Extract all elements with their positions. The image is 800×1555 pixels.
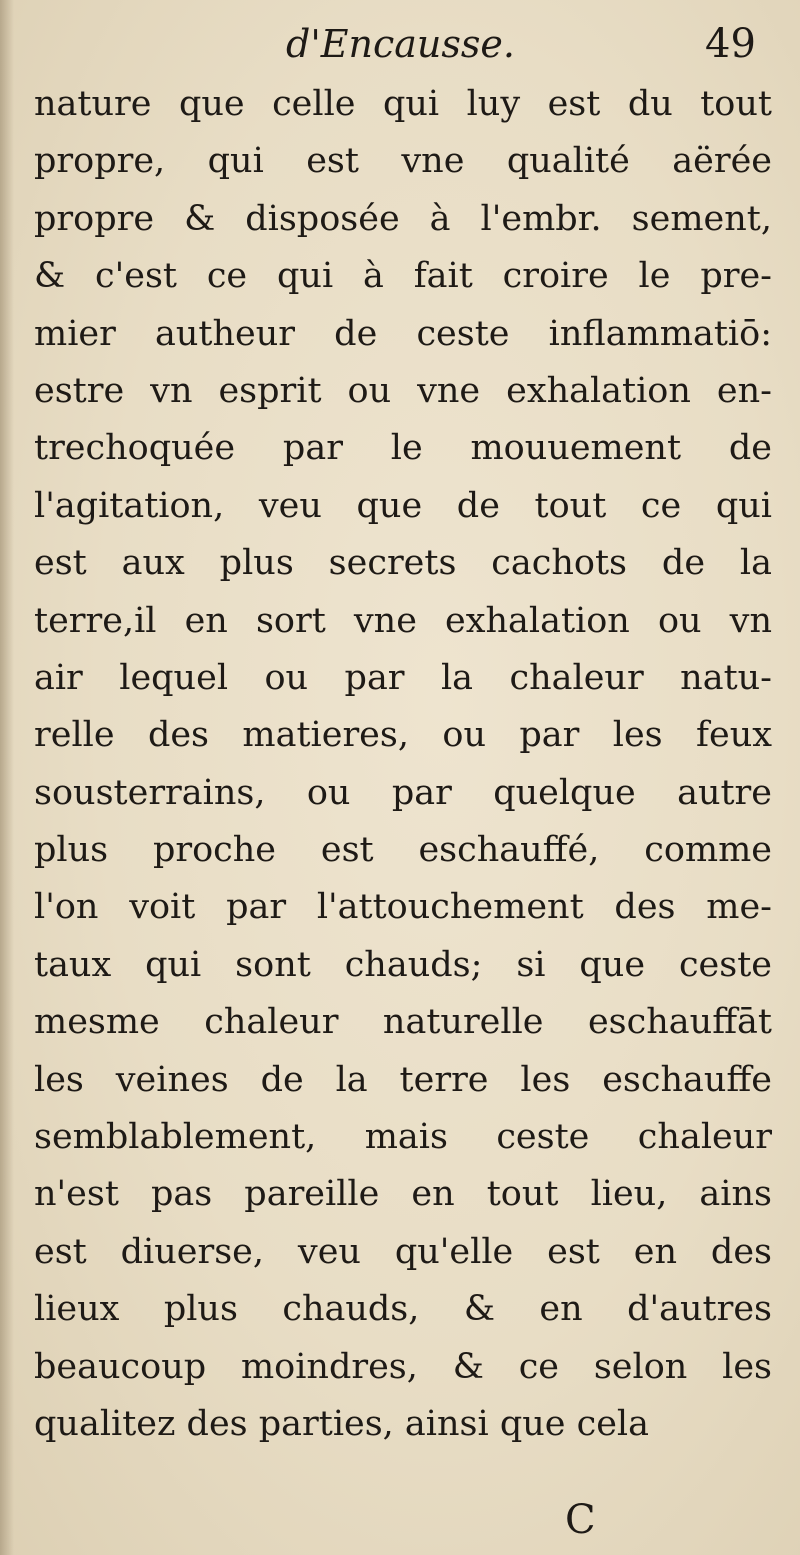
signature-mark: C: [565, 1497, 596, 1543]
text-line: mesme chaleur naturelle eschauffāt: [34, 1002, 772, 1043]
page-edge-shadow: [0, 0, 14, 1555]
text-line: nature que celle qui luy est du tout: [34, 84, 772, 124]
text-line: relle des matieres, ou par les feux: [34, 715, 772, 756]
text-line: propre & disposée à l'embr. sement,: [34, 198, 772, 239]
text-line: taux qui sont chauds; si que ceste: [34, 944, 772, 985]
text-line: trechoquée par le mouuement de: [34, 428, 772, 469]
text-line: lieux plus chauds, & en d'autres: [34, 1289, 772, 1330]
text-line: terre,il en sort vne exhalation ou vn: [34, 600, 772, 641]
text-line: est diuerse, veu qu'elle est en des: [34, 1231, 772, 1272]
text-line: l'on voit par l'attouchement des me-: [34, 887, 772, 928]
text-line: l'agitation, veu que de tout ce qui: [34, 485, 772, 526]
text-line: les veines de la terre les eschauffe: [34, 1059, 772, 1100]
text-line: & c'est ce qui à fait croire le pre-: [34, 256, 772, 297]
running-head: d'Encausse.: [286, 22, 515, 66]
text-line: beaucoup moindres, & ce selon les: [34, 1346, 772, 1387]
body-text: [34, 76, 772, 1453]
text-line: mier autheur de ceste inflammatiō:: [34, 313, 772, 354]
page-number: 49: [705, 21, 756, 67]
text-line: est aux plus secrets cachots de la: [34, 543, 772, 584]
text-line: propre, qui est vne qualité aërée: [34, 141, 772, 182]
text-line: estre vn esprit ou vne exhalation en-: [34, 370, 772, 411]
text-line: plus proche est eschauffé, comme: [34, 830, 772, 871]
text-line: qualitez des parties, ainsi que cela: [34, 1403, 649, 1444]
text-line: air lequel ou par la chaleur natu-: [34, 657, 772, 698]
text-line: semblablement, mais ceste chaleur: [34, 1117, 772, 1158]
text-line: sousterrains, ou par quelque autre: [34, 772, 772, 813]
page-header: [0, 14, 800, 84]
text-line: n'est pas pareille en tout lieu, ains: [34, 1174, 772, 1215]
